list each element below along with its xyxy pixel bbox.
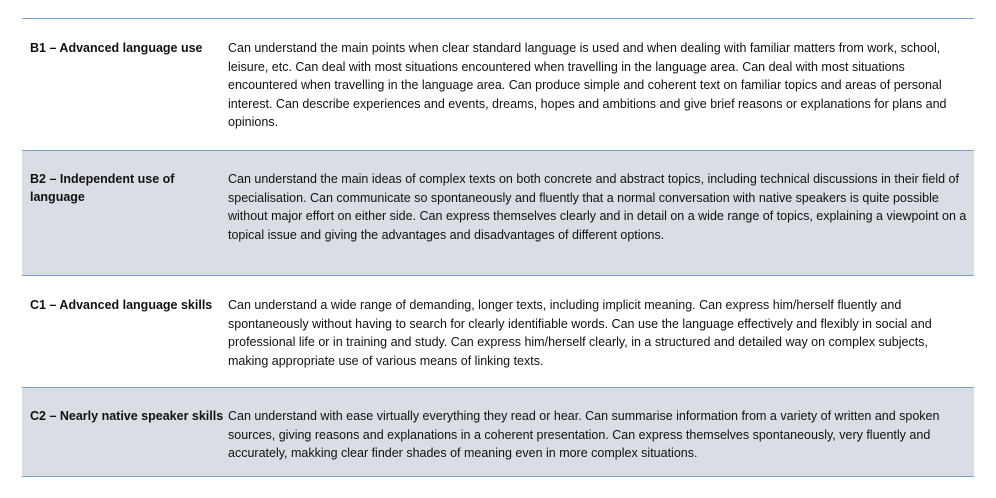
table-row-b2 bbox=[22, 150, 974, 275]
language-levels-table bbox=[22, 18, 974, 477]
level-description: Can understand the main points when clear standard language is used and when dealing with familiar matters from work, school, leisure, etc. Can deal with most situations encountered when travelling in the language area. Can deal with most situations encountered when travelling in the language area. Can produce simple and coherent text on familiar topics and areas of personal interest. Can describe experiences and events, dreams, hopes and ambitions and give brief reasons or explanations for plans and opinions. bbox=[228, 41, 947, 130]
level-description: Can understand with ease virtually everything they read or hear. Can summarise information from a variety of written and spoken sources, giving reasons and explanations in a coherent presentation. Can express themselves spontaneously, very fluently and accurately, makking clear finder shades of meaning even in more complex situations. bbox=[228, 409, 940, 461]
level-label: B2 – Independent use of language bbox=[30, 172, 175, 204]
level-label: B1 – Advanced language use bbox=[30, 41, 203, 55]
level-label: C1 – Advanced language skills bbox=[30, 298, 213, 312]
table-row-c2 bbox=[22, 387, 974, 477]
table-row-b1 bbox=[22, 18, 974, 150]
level-description: Can understand the main ideas of complex texts on both concrete and abstract topics, including technical discussions in their field of specialisation. Can communicate so spontaneously and fluently that a normal conversation with native speakers is quite possible without major effort on either side. Can express themselves clearly and in detail on a wide range of topics, explaining a viewpoint on a topical issue and giving the advantages and disadvantages of different options. bbox=[228, 172, 967, 242]
table-row-c1 bbox=[22, 275, 974, 387]
level-description: Can understand a wide range of demanding, longer texts, including implicit meaning. Can express him/herself fluently and spontaneously without having to search for clearly identifiable words. Can use the language effectively and flexibly in social and professional life or in training and study. Can express him/herself clearly, in a structured and detailed way on complex subjects, making appropriate use of various means of linking texts. bbox=[228, 298, 932, 368]
level-label: C2 – Nearly native speaker skills bbox=[30, 409, 224, 423]
